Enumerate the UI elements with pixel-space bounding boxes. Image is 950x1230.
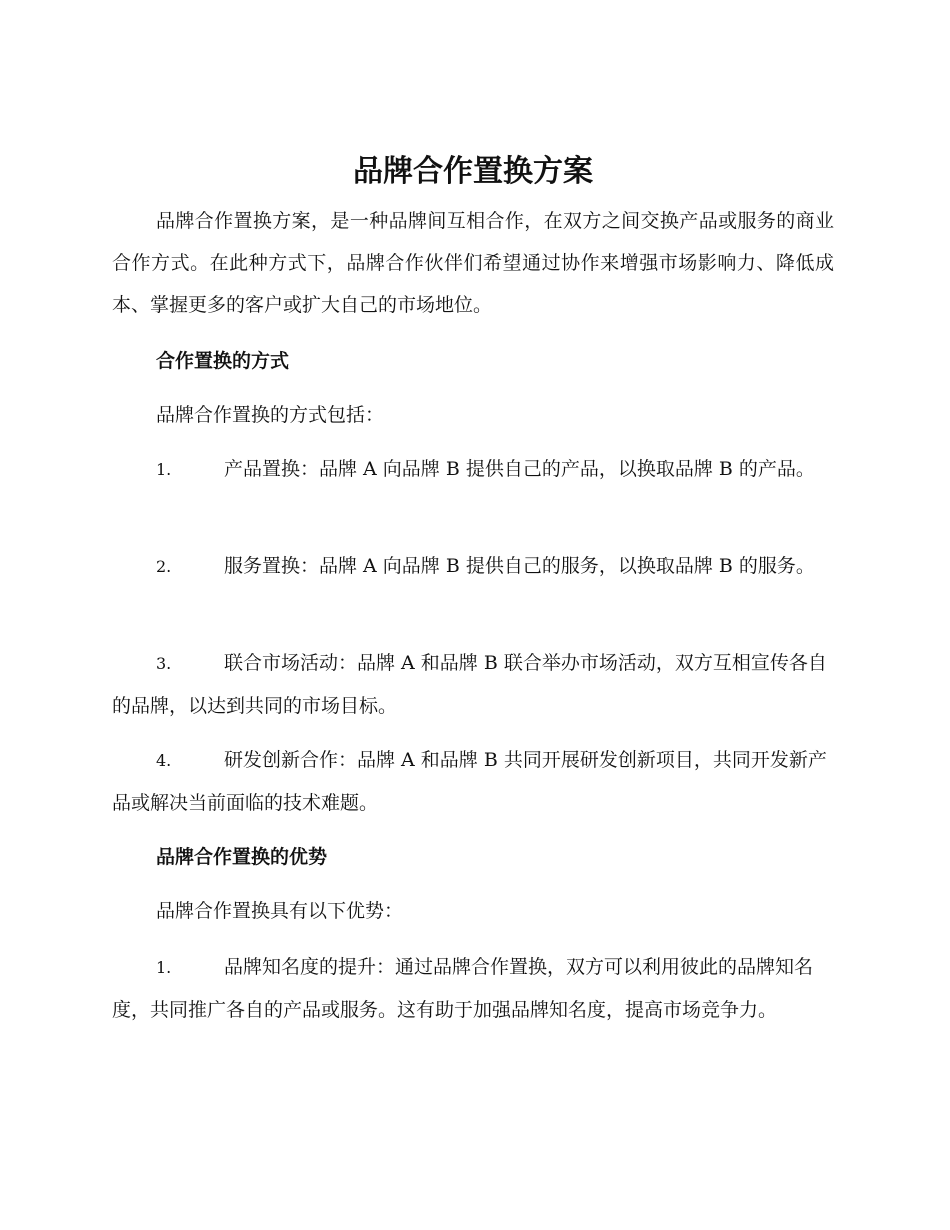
list-text: 联合市场活动：品牌 A 和品牌 B 联合举办市场活动，双方互相宣传各自的品牌，以达到共同的市场目标。 <box>112 652 827 717</box>
list-number: 1. <box>156 460 172 479</box>
document-title: 品牌合作置换方案 <box>353 154 593 189</box>
list-text: 品牌知名度的提升：通过品牌合作置换，双方可以利用彼此的品牌知名度，共同推广各自的产品或服务。这有助于加强品牌知名度，提高市场竞争力。 <box>112 956 814 1021</box>
list-item <box>112 642 834 727</box>
list-item <box>112 545 834 588</box>
list-number: 4. <box>156 751 172 770</box>
list-item <box>112 448 834 491</box>
list-item <box>112 739 834 824</box>
section-heading-advantages: 品牌合作置换的优势 <box>156 846 328 868</box>
intro-paragraph: 品牌合作置换方案，是一种品牌间互相合作，在双方之间交换产品或服务的商业合作方式。在此种方式下，品牌合作伙伴们希望通过协作来增强市场影响力、降低成本、掌握更多的客户或扩大自己的市场地位。 <box>112 210 834 316</box>
list-number: 2. <box>156 557 172 576</box>
list-text: 服务置换：品牌 A 向品牌 B 提供自己的服务，以换取品牌 B 的服务。 <box>224 555 815 577</box>
list-item <box>112 946 834 1031</box>
list-number: 3. <box>156 654 172 673</box>
list-number: 1. <box>156 958 172 977</box>
section-lead-methods: 品牌合作置换的方式包括： <box>156 404 385 426</box>
section-lead-advantages: 品牌合作置换具有以下优势： <box>156 900 404 922</box>
list-text: 研发创新合作：品牌 A 和品牌 B 共同开展研发创新项目，共同开发新产品或解决当前面临的技术难题。 <box>112 749 827 814</box>
list-text: 产品置换：品牌 A 向品牌 B 提供自己的产品，以换取品牌 B 的产品。 <box>224 458 815 480</box>
section-heading-methods: 合作置换的方式 <box>156 350 290 372</box>
